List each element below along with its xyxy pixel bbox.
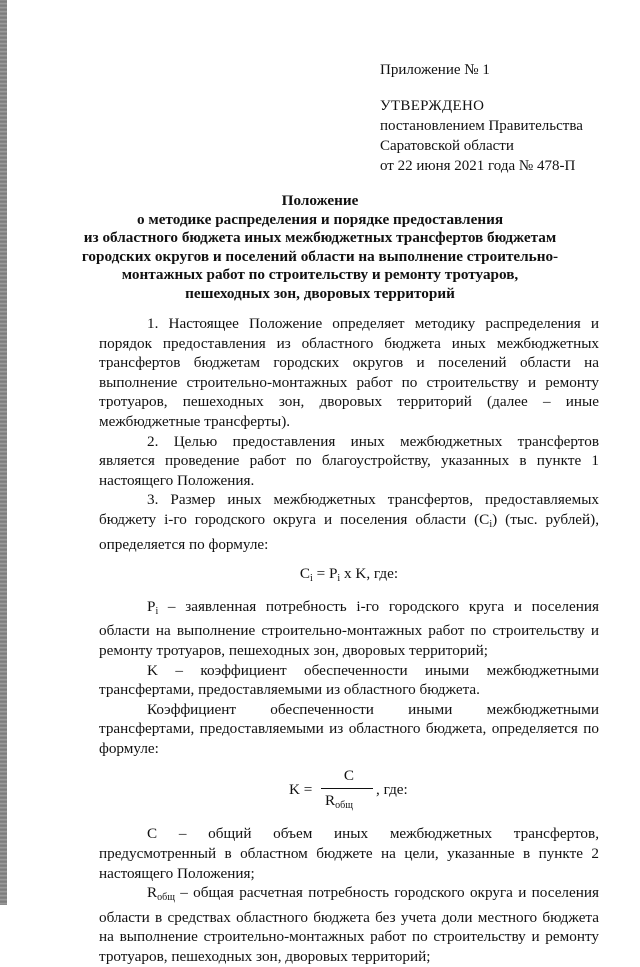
- denominator-subscript: общ: [335, 800, 353, 812]
- formula-ci-tail: x K, где:: [340, 565, 399, 583]
- approval-line-3: от 22 июня 2021 года № 478-П: [380, 158, 576, 174]
- formula-ci-eq: = P: [312, 565, 338, 583]
- appendix-label: Приложение № 1: [380, 62, 490, 78]
- approval-line-2: Саратовской области: [380, 138, 514, 154]
- paragraph-2: 2. Целью предоставления иных межбюджетных трансфертов является проведение работ по благоустройству, указанных в пункте 1 настоящего Положения.: [99, 432, 599, 489]
- paragraph-4-text-b: – заявленная потребность i-го городского круга и поселения области на выполнение строительно-монтажных работ по строительству и ремонту тротуаров, пешеходных зон, дворовых территорий;: [99, 597, 599, 659]
- paragraph-4-text-a: P: [147, 597, 156, 615]
- title-line-4: городских округов и поселений области на выполнение строительно-: [81, 247, 559, 265]
- formula-ci-c: C: [299, 565, 311, 583]
- paragraph-6: Коэффициент обеспеченности иными межбюджетными трансфертами, предоставляемыми из областного бюджета, определяется по формуле:: [99, 700, 599, 757]
- formula-k: [99, 766, 599, 814]
- title-line-1: Положение: [281, 192, 359, 209]
- paragraph-8-subscript: общ: [157, 892, 175, 904]
- paragraph-3-text-a: 3. Размер иных межбюджетных трансфертов, предоставляемых бюджету i-го городского округа и поселения области (C: [99, 491, 599, 528]
- paragraph-3: [99, 490, 599, 554]
- paragraph-8-text-a: R: [147, 884, 158, 902]
- paragraph-8: [99, 883, 599, 966]
- title-line-2: о методике распределения и порядке предоставления: [136, 210, 504, 228]
- formula-pi-subscript: i: [337, 573, 341, 585]
- approval-block: [380, 96, 583, 176]
- title-line-5: монтажных работ по строительству и ремонту тротуаров,: [121, 266, 519, 284]
- paragraph-4-subscript: i: [155, 605, 159, 617]
- paragraph-1: 1. Настоящее Положение определяет методику распределения и порядок предоставления из областного бюджета иных межбюджетных трансфертов бюджетам городских округов и поселений области на выполнение строительно-монтажных работ по строительству и ремонту тротуаров, пешеходных зон, дворовых территорий (далее – иные межбюджетные трансферты).: [99, 315, 599, 430]
- paragraph-7: C – общий объем иных межбюджетных трансфертов, предусмотренный в областном бюджете на цели, указанные в пункте 2 настоящего Положения;: [99, 825, 599, 882]
- formula-ci-subscript: i: [310, 573, 313, 585]
- formula-k-numerator: C: [343, 767, 355, 785]
- title-line-6: пешеходных зон, дворовых территорий: [185, 284, 455, 302]
- paragraph-5: K – коэффициент обеспеченности иными межбюджетными трансфертами, предоставляемыми из областного бюджета.: [99, 661, 599, 699]
- paragraph-4: [99, 597, 599, 661]
- document-title: [60, 192, 580, 304]
- formula-k-lhs: K =: [289, 781, 313, 799]
- approved-heading: УТВЕРЖДЕНО: [380, 98, 485, 114]
- denominator-main: R: [325, 792, 336, 810]
- formula-k-tail: , где:: [376, 781, 408, 799]
- fraction-bar: [321, 788, 373, 789]
- paragraph-8-text-b: – общая расчетная потребность городского округа и поселения области в средствах областного бюджета без учета доли местного бюджета на выполнение строительно-монтажных работ по строительству и ремонту тротуаров, пешеходных зон, дворовых территорий;: [99, 884, 599, 966]
- paragraph-3-text-b: ) (тыс. рублей), определяется по формуле:: [99, 510, 599, 553]
- formula-k-denominator: [325, 791, 353, 816]
- title-line-3: из областного бюджета иных межбюджетных трансфертов бюджетам: [83, 229, 557, 247]
- document-body: [99, 314, 599, 967]
- paragraph-3-subscript: i: [489, 518, 493, 530]
- formula-ci: [99, 564, 599, 589]
- approval-line-1: постановлением Правительства: [380, 118, 583, 134]
